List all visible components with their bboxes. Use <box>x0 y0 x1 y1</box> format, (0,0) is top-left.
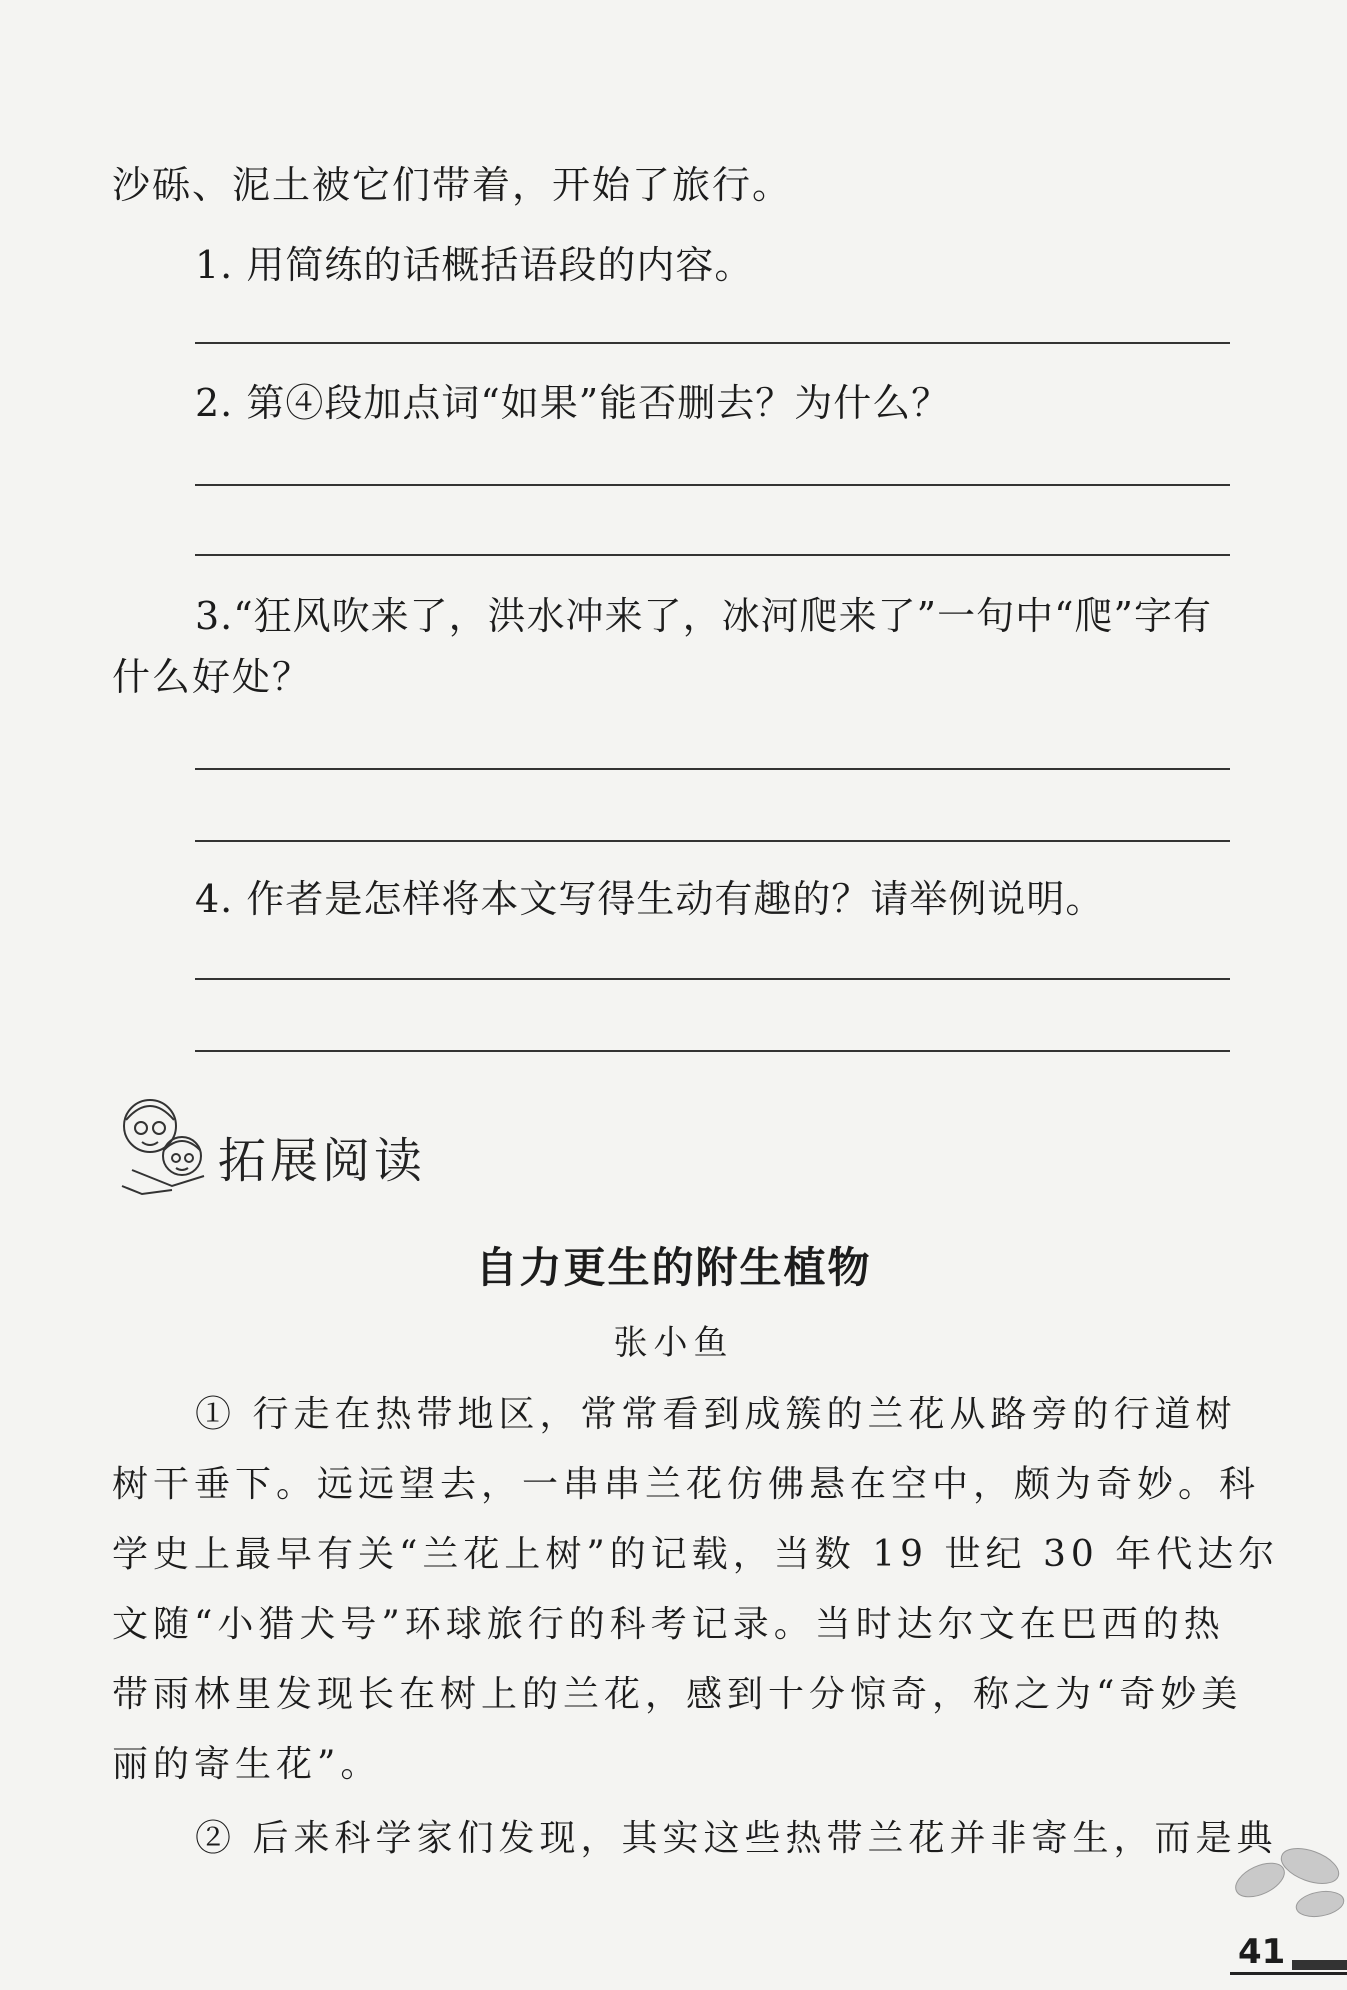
article-line: ① 行走在热带地区，常常看到成簇的兰花从路旁的行道树 <box>195 1394 1237 1435</box>
answer-line[interactable] <box>195 342 1230 344</box>
article-title: 自力更生的附生植物 <box>475 1243 872 1292</box>
section-title: 拓展阅读 <box>218 1133 427 1189</box>
article-line: 文随“小猎犬号”环球旅行的科考记录。当时达尔文在巴西的热 <box>112 1604 1225 1645</box>
article-line: ② 后来科学家们发现，其实这些热带兰花并非寄生，而是典 <box>195 1818 1278 1859</box>
answer-line[interactable] <box>195 484 1230 486</box>
page-number-rule <box>1230 1972 1347 1975</box>
article-author: 张小鱼 <box>613 1323 734 1363</box>
question-1: 1. 用简练的话概括语段的内容。 <box>195 243 754 287</box>
question-4: 4. 作者是怎样将本文写得生动有趣的？请举例说明。 <box>195 877 1105 921</box>
answer-line[interactable] <box>195 840 1230 842</box>
reading-kids-icon <box>112 1090 216 1202</box>
answer-line[interactable] <box>195 978 1230 980</box>
article-line: 丽的寄生花”。 <box>112 1744 382 1785</box>
article-line: 树干垂下。远远望去，一串串兰花仿佛悬在空中，颇为奇妙。科 <box>112 1464 1261 1505</box>
article-line: 带雨林里发现长在树上的兰花，感到十分惊奇，称之为“奇妙美 <box>112 1674 1243 1715</box>
passage-end-line: 沙砾、泥土被它们带着，开始了旅行。 <box>112 163 793 207</box>
article-line: 学史上最早有关“兰花上树”的记载，当数 19 世纪 30 年代达尔 <box>112 1534 1280 1575</box>
answer-line[interactable] <box>195 1050 1230 1052</box>
page-number-bar <box>1292 1960 1347 1970</box>
question-3: 3.“狂风吹来了，洪水冲来了，冰河爬来了”一句中“爬”字有 <box>195 594 1212 638</box>
question-3-continued: 什么好处？ <box>112 655 313 699</box>
answer-line[interactable] <box>195 554 1230 556</box>
answer-line[interactable] <box>195 768 1230 770</box>
page-number: 41 <box>1238 1932 1286 1972</box>
question-2: 2. 第④段加点词“如果”能否删去？为什么？ <box>195 381 951 425</box>
leaf-decoration-icon <box>1220 1840 1347 1930</box>
